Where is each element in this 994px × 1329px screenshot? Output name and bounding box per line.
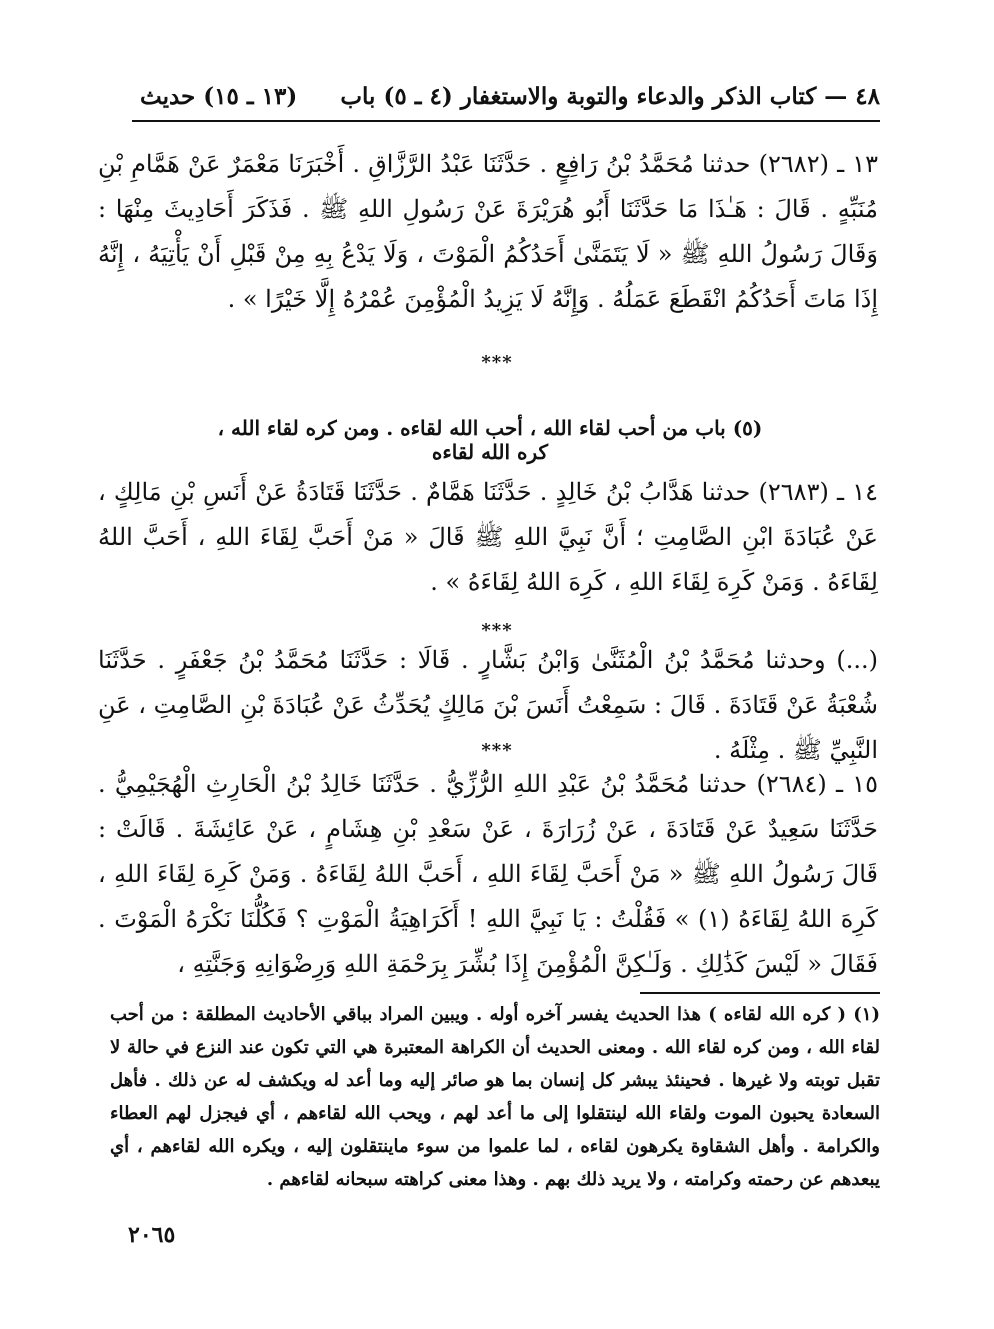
- header-book-title: ٤٨ — كتاب الذكر والدعاء والتوبة والاستغفار (٤ ـ ٥) باب: [340, 82, 880, 110]
- hadith-15-text: ١٥ ـ (٢٦٨٤) حدثنا مُحَمَّدُ بْنُ عَبْدِ اللهِ الرُّزِّيُّ . حَدَّثَنَا خَالِدُ بْنُ الْحَارِثِ الْهُجَيْمِيُّ . حَدَّثَنَا سَعِيدٌ عَنْ قَتَادَةَ ، عَنْ زُرَارَةَ ، عَنْ سَعْدِ بْنِ هِشَامٍ ، عَنْ عَائِشَةَ . قَالَتْ : قَالَ رَسُولُ اللهِ ﷺ « مَنْ أَحَبَّ لِقَاءَ اللهِ ، أَحَبَّ اللهُ لِقَاءَهُ . وَمَنْ كَرِهَ لِقَاءَ اللهِ ، كَرِهَ اللهُ لِقَاءَهُ (١) » فَقُلْتُ : يَا نَبِيَّ اللهِ ! أَكَرَاهِيَةُ الْمَوْتِ ؟ فَكُلُّنَا نَكْرَهُ الْمَوْتَ . فَقَالَ « لَيْسَ كَذَٰلِكِ . وَلَـٰكِنَّ الْمُؤْمِنَ إِذَا بُشِّرَ بِرَحْمَةِ اللهِ وَرِضْوَانِهِ وَجَنَّتِهِ ،: [98, 770, 878, 978]
- header-rule: [132, 120, 880, 122]
- page-number: ٢٠٦٥: [128, 1222, 176, 1248]
- separator-stars: ***: [481, 740, 513, 761]
- hadith-14-text: ١٤ ـ (٢٦٨٣) حدثنا هَدَّابُ بْنُ خَالِدٍ . حَدَّثَنَا هَمَّامٌ . حَدَّثَنَا قَتَادَةُ عَنْ أَنَسِ بْنِ مَالِكٍ ، عَنْ عُبَادَةَ ابْنِ الصَّامِتِ ؛ أَنَّ نَبِيَّ اللهِ ﷺ قَالَ « مَنْ أَحَبَّ لِقَاءَ اللهِ ، أَحَبَّ اللهُ لِقَاءَهُ . وَمَنْ كَرِهَ لِقَاءَ اللهِ ، كَرِهَ اللهُ لِقَاءَهُ » .: [98, 478, 879, 596]
- footnote-block: [110, 998, 880, 1196]
- hadith-13-block: [98, 142, 878, 322]
- header-hadith-range: (١٣ ـ ١٥) حديث: [140, 82, 298, 110]
- footnote-text: (١) ( كره الله لقاءه ) هذا الحديث يفسر آخره أوله . ويبين المراد بباقي الأحاديث المطلقة : من أحب لقاء الله ، ومن كره لقاء الله . ومعنى الحديث أن الكراهة المعتبرة هي التي تكون عند النزع في حالة لا تقبل توبته ولا غيرها . فحينئذ يبشر كل إنسان بما هو صائر إليه وما أعد له ويكشف له عن ذلك . فأهل السعادة يحبون الموت ولقاء الله لينتقلوا إلى ما أعد لهم ، ويحب الله لقاءهم ، أي فيجزل لهم العطاء والكرامة . وأهل الشقاوة يكرهون لقاءه ، لما علموا من سوء ماينتقلون إليه ، ويكره الله لقاءهم ، أي يبعدهم عن رحمته وكرامته ، ولا يريد ذلك بهم . وهذا معنى كراهته سبحانه لقاءهم .: [110, 1004, 880, 1190]
- hadith-15-block: [98, 762, 878, 987]
- hadith-14b-text: (...) وحدثنا مُحَمَّدُ بْنُ الْمُثَنَّىٰ وَابْنُ بَشَّارٍ . قَالَا : حَدَّثَنَا مُحَمَّدُ بْنُ جَعْفَرٍ . حَدَّثَنَا شُعْبَةُ عَنْ قَتَادَةَ . قَالَ : سَمِعْتُ أَنَسَ بْنَ مَالِكٍ يُحَدِّثُ عَنْ عُبَادَةَ بْنِ الصَّامِتِ ، عَنِ النَّبِيِّ ﷺ . مِثْلَهُ .: [98, 646, 878, 764]
- chapter-title: (٥) باب من أحب لقاء الله ، أحب الله لقاءه . ومن كره لقاء الله ، كره الله لقاءه: [217, 416, 763, 464]
- running-header: [140, 76, 880, 116]
- hadith-14-block: [98, 470, 878, 605]
- hadith-13-text: ١٣ ـ (٢٦٨٢) حدثنا مُحَمَّدُ بْنُ رَافِعٍ . حَدَّثَنَا عَبْدُ الرَّزَّاقِ . أَخْبَرَنَا مَعْمَرٌ عَنْ هَمَّامِ بْنِ مُنَبِّهٍ . قَالَ : هَـٰذَا مَا حَدَّثَنَا أَبُو هُرَيْرَةَ عَنْ رَسُولِ اللهِ ﷺ . فَذَكَرَ أَحَادِيثَ مِنْهَا : وَقَالَ رَسُولُ اللهِ ﷺ « لَا يَتَمَنَّىٰ أَحَدُكُمُ الْمَوْتَ ، وَلَا يَدْعُ بِهِ مِنْ قَبْلِ أَنْ يَأْتِيَهُ ، إِنَّهُ إِذَا مَاتَ أَحَدُكُمُ انْقَطَعَ عَمَلُهُ . وَإِنَّهُ لَا يَزِيدُ الْمُؤْمِنَ عُمْرُهُ إِلَّا خَيْرًا » .: [98, 150, 879, 313]
- footnote-rule: [640, 992, 880, 994]
- separator-stars: ***: [481, 620, 513, 641]
- separator-stars: ***: [481, 352, 513, 373]
